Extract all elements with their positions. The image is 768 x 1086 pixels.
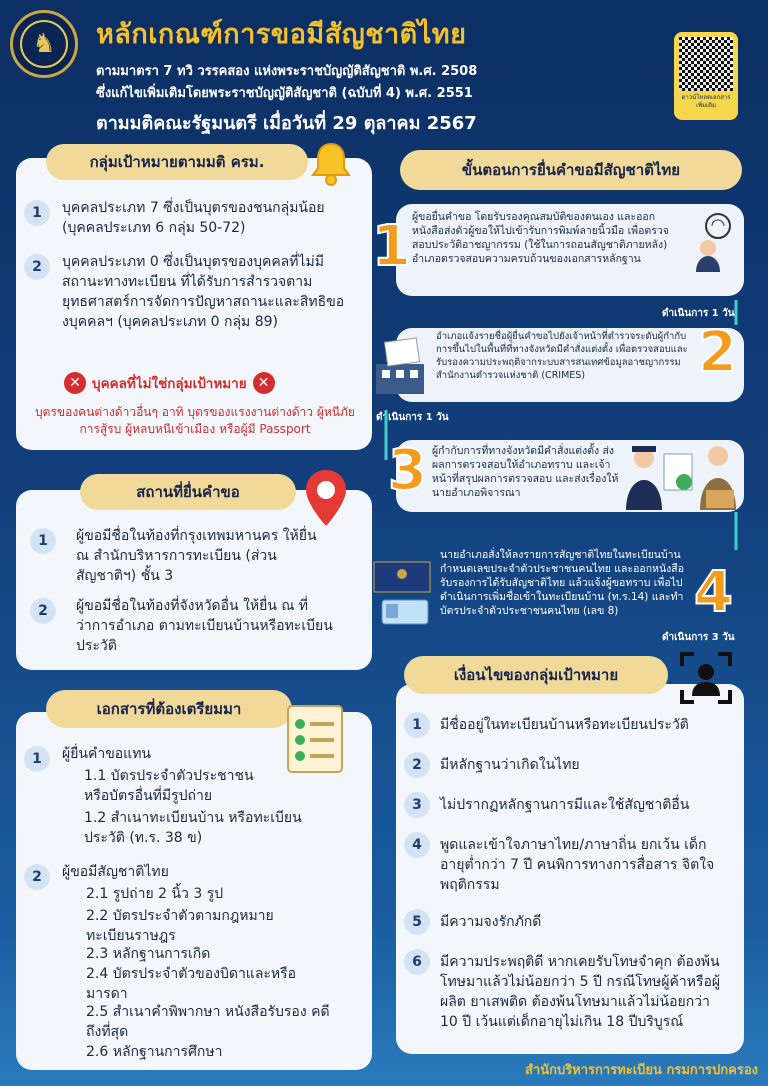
footer-agency: สำนักบริหารการทะเบียน กรมการปกครอง [524,1063,758,1078]
location-pin-icon [302,468,350,528]
condition-text: มีหลักฐานว่าเกิดในไทย [440,757,580,773]
target-item-2: บุคคลประเภท 0 ซึ่งเป็นบุตรของบุคคลที่ไม่มีสถานะทางทะเบียน ที่ได้รับการสำรวจตามยุทธศาสตร์การจัดการปัญหาสถานะและสิทธิของบุคคลฯ (บุคคลประเภท 0 กลุ่ม 89) [62,254,345,330]
target-item-number: 2 [24,254,50,280]
step-3-text: ผู้กำกับการที่ทางจังหวัดมีคำสั่งแต่งตั้ง ส่งผลการตรวจสอบให้อำเภอทราบ และเจ้าหน้าที่สรุปผลการตรวจสอบ และส่งเรื่องให้นายอำเภอพิจารณา [432,445,619,499]
documents-title-text: เอกสารที่ต้องเตรียมมา [96,700,242,718]
person-scan-icon [680,652,732,704]
condition-text: ไม่ปรากฏหลักฐานการมีและใช้สัญชาติอื่น [440,797,690,813]
condition-number: 1 [404,712,430,738]
step-4-duration: ดำเนินการ 3 วัน [662,632,735,643]
step-flow-arrows [366,190,756,610]
condition-item [404,712,734,738]
target-group-title [46,144,308,180]
condition-item [404,832,734,895]
place-item-1: ผู้ขอมีชื่อในท้องที่กรุงเทพมหานคร ให้ยื่น ณ สำนักบริหารการทะเบียน (ส่วนสัญชาติฯ) ชั้น 3 [76,528,317,584]
not-target-heading [64,372,275,394]
not-target-text: บุตรของคนต่างด้าวอื่นๆ อาทิ บุตรของแรงงานต่างด้าว ผู้หนีภัยการสู้รบ ผู้หลบหนีเข้าเมือง หรือผู้มี Passport [35,405,355,436]
place-item-number: 2 [30,598,56,624]
docs-item-2-5: 2.5 สำเนาคำพิพากษา หนังสือรับรอง คดีถึงที่สุด [86,1004,330,1040]
step-3-number: 3 [388,438,427,503]
condition-item [404,752,734,778]
steps-title-text: ขั้นตอนการยื่นคำขอมีสัญชาติไทย [461,161,681,179]
condition-number: 5 [404,909,430,935]
docs-group-number: 1 [24,746,50,772]
condition-number: 4 [404,832,430,858]
documents-title [46,690,292,728]
bell-icon [310,140,352,186]
not-target-title: บุคคลที่ไม่ใช่กลุ่มเป้าหมาย [92,376,247,392]
docs-item-1-2: 1.2 สำเนาทะเบียนบ้าน หรือทะเบียนประวัติ (ท.ร. 38 ข) [84,810,302,846]
docs-item-2-4: 2.4 บัตรประจำตัวของบิดาและหรือมารดา [86,966,297,1002]
condition-text: มีความประพฤติดี หากเคยรับโทษจำคุก ต้องพ้นโทษมาแล้วไม่น้อยกว่า 5 ปี กรณีโทษผู้ค้าหรือผู้ผลิต ยาเสพติด ต้องพ้นโทษมาแล้วไม่น้อยกว่า 10 ปี เว้นแต่เด็กอายุไม่เกิน 18 ปีบริบูรณ์ [440,954,721,1030]
step-1-duration: ดำเนินการ 1 วัน [662,308,735,319]
submission-place-title-text: สถานที่ยื่นคำขอ [136,483,240,501]
qr-code-icon[interactable] [679,37,733,91]
conditions-list [404,712,734,1032]
condition-text: มีชื่ออยู่ในทะเบียนบ้านหรือทะเบียนประวัติ [440,717,689,733]
target-item-1: บุคคลประเภท 7 ซึ่งเป็นบุตรของชนกลุ่มน้อย (บุคคลประเภท 6 กลุ่ม 50-72) [62,200,325,236]
submission-place-title [80,474,296,510]
checklist-icon [282,700,348,776]
docs-item-2-3: 2.3 หลักฐานการเกิด [86,946,211,962]
law-reference-1: ตามมาตรา 7 ทวิ วรรคสอง แห่งพระราชบัญญัติสัญชาติ พ.ศ. 2508 [96,64,478,79]
step-2-number: 2 [698,320,737,385]
condition-text: พูดและเข้าใจภาษาไทย/ภาษาถิ่น ยกเว้น เด็กอายุต่ำกว่า 7 ปี คนพิการทางการสื่อสาร จิตใจ พฤติกรรม [440,837,715,893]
cabinet-resolution-date: ตามมติคณะรัฐมนตรี เมื่อวันที่ 29 ตุลาคม 2567 [96,113,477,134]
cross-icon: ✕ [64,372,86,394]
target-item-number: 1 [24,200,50,226]
steps-title [400,150,742,190]
condition-number: 3 [404,792,430,818]
step-2-duration: ดำเนินการ 1 วัน [376,412,449,423]
step-4-number: 4 [694,560,733,625]
docs-item-2-1: 2.1 รูปถ่าย 2 นิ้ว 3 รูป [86,886,224,902]
condition-item [404,949,734,1032]
conditions-title [404,656,668,694]
condition-number: 2 [404,752,430,778]
naga-emblem-icon: ♞ [20,20,68,68]
department-seal-logo [10,10,78,78]
docs-group-1-heading: ผู้ยื่นคำขอแทน [62,746,152,762]
conditions-title-text: เงื่อนไขของกลุ่มเป้าหมาย [453,666,619,684]
step-4-text: นายอำเภอสั่งให้ลงรายการสัญชาติไทยในทะเบียนบ้าน กำหนดเลขประจำตัวประชาชนคนไทย และออกหนังสือรับรองการได้รับสัญชาติไทย แล้วแจ้งผู้ขอทราบ เพื่อไปดำเนินการเพิ่มชื่อเข้าในทะเบียนบ้าน (ท.ร.14) และทำบัตรประจำตัวประชาชนคนไทย (เลข 8) [440,549,684,617]
condition-item [404,792,734,818]
target-group-title-text: กลุ่มเป้าหมายตามมติ ครม. [89,153,265,171]
step-2-text: อำเภอแจ้งรายชื่อผู้ยื่นคำขอไปยังเจ้าหน้าที่ตำรวจระดับผู้กำกับการขึ้นไปในพื้นที่ที่ทางจังหวัดมีคำสั่งแต่งตั้ง เพื่อตรวจสอบและรับรองความประพฤติจากระบบสารสนเทศข้อมูลอาชญากรรม สำนักงานตำรวจแห่งชาติ (CRIMES) [436,331,688,381]
qr-code-block[interactable] [674,32,738,120]
docs-item-1-1: 1.1 บัตรประจำตัวประชาชน หรือบัตรอื่นที่มีรูปถ่าย [84,768,254,804]
place-item-2: ผู้ขอมีชื่อในท้องที่จังหวัดอื่น ให้ยื่น ณ ที่ว่าการอำเภอ ตามทะเบียนบ้านหรือทะเบียนประวัติ [76,598,333,654]
law-reference-2: ซึ่งแก้ไขเพิ่มเติมโดยพระราชบัญญัติสัญชาติ (ฉบับที่ 4) พ.ศ. 2551 [96,86,473,101]
condition-number: 6 [404,949,430,975]
condition-text: มีความจงรักภักดี [440,914,542,930]
docs-item-2-6: 2.6 หลักฐานการศึกษา [86,1044,223,1060]
qr-caption: ดาวน์โหลดเอกสารเพิ่มเติม [681,94,731,109]
place-item-number: 1 [30,528,56,554]
condition-item [404,909,734,935]
docs-group-2-heading: ผู้ขอมีสัญชาติไทย [62,864,169,880]
docs-group-number: 2 [24,864,50,890]
cross-icon: ✕ [253,372,275,394]
docs-item-2-2: 2.2 บัตรประจำตัวตามกฎหมาย ทะเบียนราษฎร [86,908,274,944]
step-1-number: 1 [372,214,411,279]
step-1-text: ผู้ขอยื่นคำขอ โดยรับรองคุณสมบัติของตนเอง และออกหนังสือส่งตัวผู้ขอให้ไปเข้ารับการพิมพ์ลายนิ้วมือ เพื่อตรวจสอบประวัติอาชญากรรม (ใช้ในการถอนสัญชาติภายหลัง) อำเภอตรวจสอบความครบถ้วนของเอกสารหลักฐาน [412,211,669,265]
page-title: หลักเกณฑ์การขอมีสัญชาติไทย [96,19,467,50]
